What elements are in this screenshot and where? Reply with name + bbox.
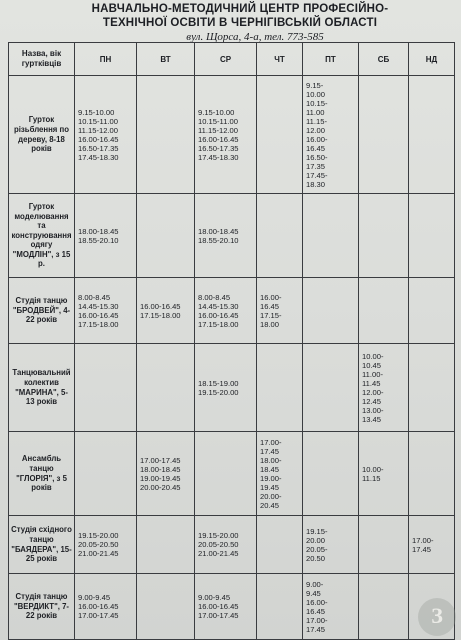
time-slot: 18.15-19.00 bbox=[198, 378, 239, 388]
address-line: вул. Щорса, 4-а, тел. 773-585 bbox=[186, 31, 324, 43]
group-name-cell: Ансамбль танцю "ГЛОРІЯ", з 5 років bbox=[9, 432, 75, 516]
time-slot: 17.45-18.30 bbox=[198, 152, 239, 162]
table-row bbox=[9, 432, 455, 516]
time-slot: 17.45- bbox=[306, 170, 328, 180]
time-slot: 16.00- bbox=[306, 597, 328, 607]
time-slot: 16.00-16.45 bbox=[78, 602, 119, 611]
time-slot: 19.45 bbox=[260, 482, 280, 492]
time-slot: 17.45-18.30 bbox=[78, 152, 119, 162]
time-slot: 16.50- bbox=[306, 152, 328, 162]
column-header-fri: ПТ bbox=[303, 43, 359, 76]
time-slot: 17.15-18.00 bbox=[198, 319, 239, 329]
time-slot: 16.00-16.45 bbox=[198, 602, 239, 611]
time-slot: 10.00- bbox=[362, 351, 384, 361]
time-slot: 16.50-17.35 bbox=[78, 143, 119, 153]
time-slot: 21.00-21.45 bbox=[198, 549, 239, 558]
schedule-cell bbox=[137, 76, 195, 194]
column-header-mon: ПН bbox=[75, 43, 137, 76]
time-slot: 10.15- bbox=[306, 98, 328, 108]
schedule-cell bbox=[257, 76, 303, 194]
schedule-cell bbox=[409, 278, 455, 344]
schedule-cell bbox=[359, 516, 409, 574]
time-slot: 16.45 bbox=[306, 143, 326, 153]
schedule-cell bbox=[409, 516, 455, 574]
time-slot: 11.00- bbox=[362, 369, 383, 379]
time-slot: 17.15-18.00 bbox=[140, 310, 181, 320]
time-slot: 10.45 bbox=[362, 360, 382, 370]
time-slot: 18.30 bbox=[306, 179, 326, 189]
watermark-glyph: З bbox=[431, 603, 443, 628]
document-title bbox=[40, 2, 440, 30]
time-slot: 13.45 bbox=[362, 414, 382, 424]
time-slot: 18.00-18.45 bbox=[198, 226, 239, 236]
time-slot: 16.45 bbox=[306, 606, 326, 616]
time-slot: 16.00-16.45 bbox=[140, 301, 181, 311]
schedule-cell bbox=[75, 516, 137, 574]
schedule-cell bbox=[195, 194, 257, 278]
table-row bbox=[9, 76, 455, 194]
schedule-table bbox=[8, 42, 455, 640]
time-slot: 19.00-19.45 bbox=[140, 473, 181, 483]
time-slot: 19.15-20.00 bbox=[198, 387, 239, 397]
schedule-cell bbox=[359, 432, 409, 516]
schedule-cell bbox=[75, 574, 137, 640]
time-slot: 14.45-15.30 bbox=[198, 301, 239, 311]
time-slot: 8.00-8.45 bbox=[78, 292, 111, 302]
schedule-cell bbox=[195, 278, 257, 344]
group-name-cell: Студія танцю "БРОДВЕЙ", 4-22 років bbox=[9, 278, 75, 344]
schedule-cell bbox=[75, 344, 137, 432]
schedule-cell bbox=[257, 574, 303, 640]
time-slot: 17.00-17.45 bbox=[198, 611, 239, 620]
schedule-cell bbox=[75, 278, 137, 344]
time-slot: 9.15- bbox=[306, 80, 324, 90]
time-slot: 13.00- bbox=[362, 405, 384, 415]
time-slot: 17.45 bbox=[306, 624, 326, 634]
table-header-row bbox=[9, 43, 455, 76]
schedule-cell bbox=[359, 344, 409, 432]
schedule-cell bbox=[303, 344, 359, 432]
time-slot: 8.00-8.45 bbox=[198, 292, 231, 302]
group-name-cell: Гурток моделювання та конструювання одягу "МОДЛІН", з 15 р. bbox=[9, 194, 75, 278]
time-slot: 10.15-11.00 bbox=[78, 116, 118, 126]
time-slot: 9.00-9.45 bbox=[198, 593, 231, 602]
time-slot: 17.00- bbox=[306, 615, 328, 625]
schedule-cell bbox=[195, 432, 257, 516]
schedule-cell bbox=[257, 278, 303, 344]
schedule-cell bbox=[409, 194, 455, 278]
time-slot: 11.15-12.00 bbox=[198, 125, 238, 135]
schedule-cell bbox=[409, 344, 455, 432]
time-slot: 10.00- bbox=[362, 464, 384, 474]
time-slot: 19.15- bbox=[306, 526, 328, 536]
time-slot: 16.45 bbox=[260, 301, 280, 311]
time-slot: 17.45 bbox=[260, 446, 280, 456]
column-header-wed: СР bbox=[195, 43, 257, 76]
group-name-cell: Танцювальний колектив "МАРИНА", 5-13 років bbox=[9, 344, 75, 432]
schedule-cell bbox=[257, 432, 303, 516]
table-row bbox=[9, 516, 455, 574]
column-header-name: Назва, вік гуртківців bbox=[9, 43, 75, 76]
table-row bbox=[9, 574, 455, 640]
time-slot: 18.45 bbox=[260, 464, 280, 474]
group-name-cell: Студія танцю "ВЕРДИКТ", 7-22 років bbox=[9, 574, 75, 640]
schedule-cell bbox=[195, 76, 257, 194]
schedule-cell bbox=[409, 76, 455, 194]
time-slot: 9.00- bbox=[306, 579, 324, 589]
time-slot: 11.00 bbox=[306, 107, 325, 117]
time-slot: 17.35 bbox=[306, 161, 326, 171]
time-slot: 18.55-20.10 bbox=[198, 235, 239, 245]
schedule-cell bbox=[137, 574, 195, 640]
time-slot: 12.45 bbox=[362, 396, 382, 406]
schedule-cell bbox=[137, 344, 195, 432]
schedule-cell bbox=[303, 194, 359, 278]
title-line-1: НАВЧАЛЬНО-МЕТОДИЧНИЙ ЦЕНТР ПРОФЕСІЙНО- bbox=[91, 3, 389, 15]
schedule-cell bbox=[359, 76, 409, 194]
schedule-cell bbox=[359, 278, 409, 344]
schedule-cell bbox=[75, 432, 137, 516]
time-slot: 9.15-10.00 bbox=[198, 107, 235, 117]
schedule-cell bbox=[75, 76, 137, 194]
time-slot: 17.15- bbox=[260, 310, 282, 320]
time-slot: 19.00- bbox=[260, 473, 282, 483]
schedule-cell bbox=[195, 344, 257, 432]
schedule-cell bbox=[137, 516, 195, 574]
time-slot: 16.50-17.35 bbox=[198, 143, 239, 153]
time-slot: 20.45 bbox=[260, 500, 280, 510]
time-slot: 11.15- bbox=[306, 116, 327, 126]
time-slot: 9.00-9.45 bbox=[78, 593, 111, 602]
schedule-cell bbox=[303, 516, 359, 574]
time-slot: 20.00-20.45 bbox=[140, 482, 181, 492]
time-slot: 12.00- bbox=[362, 387, 384, 397]
table-row bbox=[9, 194, 455, 278]
schedule-cell bbox=[137, 278, 195, 344]
schedule-cell bbox=[359, 574, 409, 640]
column-header-tue: ВТ bbox=[137, 43, 195, 76]
time-slot: 20.00- bbox=[260, 491, 282, 501]
time-slot: 19.15-20.00 bbox=[78, 531, 119, 540]
schedule-cell bbox=[303, 574, 359, 640]
time-slot: 16.00-16.45 bbox=[78, 134, 119, 144]
column-header-sun: НД bbox=[409, 43, 455, 76]
schedule-cell bbox=[359, 194, 409, 278]
schedule-cell bbox=[257, 344, 303, 432]
time-slot: 16.00-16.45 bbox=[198, 134, 239, 144]
time-slot: 12.00 bbox=[306, 125, 326, 135]
schedule-cell bbox=[257, 516, 303, 574]
time-slot: 11.45 bbox=[362, 378, 381, 388]
column-header-sat: СБ bbox=[359, 43, 409, 76]
time-slot: 9.45 bbox=[306, 588, 321, 598]
time-slot: 20.05-20.50 bbox=[198, 540, 239, 549]
schedule-cell bbox=[137, 432, 195, 516]
time-slot: 17.00- bbox=[412, 535, 434, 545]
time-slot: 18.00-18.45 bbox=[140, 464, 181, 474]
time-slot: 16.00-16.45 bbox=[78, 310, 119, 320]
schedule-cell bbox=[75, 194, 137, 278]
time-slot: 14.45-15.30 bbox=[78, 301, 119, 311]
schedule-cell bbox=[303, 432, 359, 516]
schedule-cell bbox=[195, 516, 257, 574]
time-slot: 18.00 bbox=[260, 319, 280, 329]
time-slot: 17.15-18.00 bbox=[78, 319, 119, 329]
time-slot: 20.05-20.50 bbox=[78, 540, 119, 549]
time-slot: 18.55-20.10 bbox=[78, 235, 119, 245]
schedule-cell bbox=[303, 76, 359, 194]
time-slot: 10.15-11.00 bbox=[198, 116, 238, 126]
schedule-cell bbox=[195, 574, 257, 640]
time-slot: 21.00-21.45 bbox=[78, 549, 119, 558]
time-slot: 20.05- bbox=[306, 544, 328, 554]
time-slot: 11.15-12.00 bbox=[78, 125, 118, 135]
time-slot: 19.15-20.00 bbox=[198, 531, 239, 540]
time-slot: 16.00- bbox=[260, 292, 282, 302]
time-slot: 17.45 bbox=[412, 544, 432, 554]
table-row bbox=[9, 344, 455, 432]
time-slot: 20.50 bbox=[306, 553, 326, 563]
time-slot: 17.00-17.45 bbox=[140, 455, 181, 465]
time-slot: 18.00-18.45 bbox=[78, 226, 119, 236]
watermark-logo bbox=[418, 598, 456, 636]
group-name-cell: Гурток різьблення по дереву, 8-18 років bbox=[9, 76, 75, 194]
time-slot: 17.00- bbox=[260, 437, 282, 447]
table-row bbox=[9, 278, 455, 344]
time-slot: 16.00-16.45 bbox=[198, 310, 239, 320]
column-header-thu: ЧТ bbox=[257, 43, 303, 76]
schedule-cell bbox=[303, 278, 359, 344]
schedule-cell bbox=[409, 432, 455, 516]
time-slot: 18.00- bbox=[260, 455, 282, 465]
time-slot: 9.15-10.00 bbox=[78, 107, 115, 117]
time-slot: 10.00 bbox=[306, 89, 326, 99]
group-name-cell: Студія східного танцю "БАЯДЕРА", 15-25 років bbox=[9, 516, 75, 574]
schedule-cell bbox=[257, 194, 303, 278]
time-slot: 20.00 bbox=[306, 535, 326, 545]
time-slot: 11.15 bbox=[362, 473, 381, 483]
title-line-2: ТЕХНІЧНОЇ ОСВІТИ В ЧЕРНІГІВСЬКІЙ ОБЛАСТІ bbox=[102, 17, 378, 29]
time-slot: 17.00-17.45 bbox=[78, 611, 119, 620]
time-slot: 16.00- bbox=[306, 134, 328, 144]
schedule-cell bbox=[137, 194, 195, 278]
